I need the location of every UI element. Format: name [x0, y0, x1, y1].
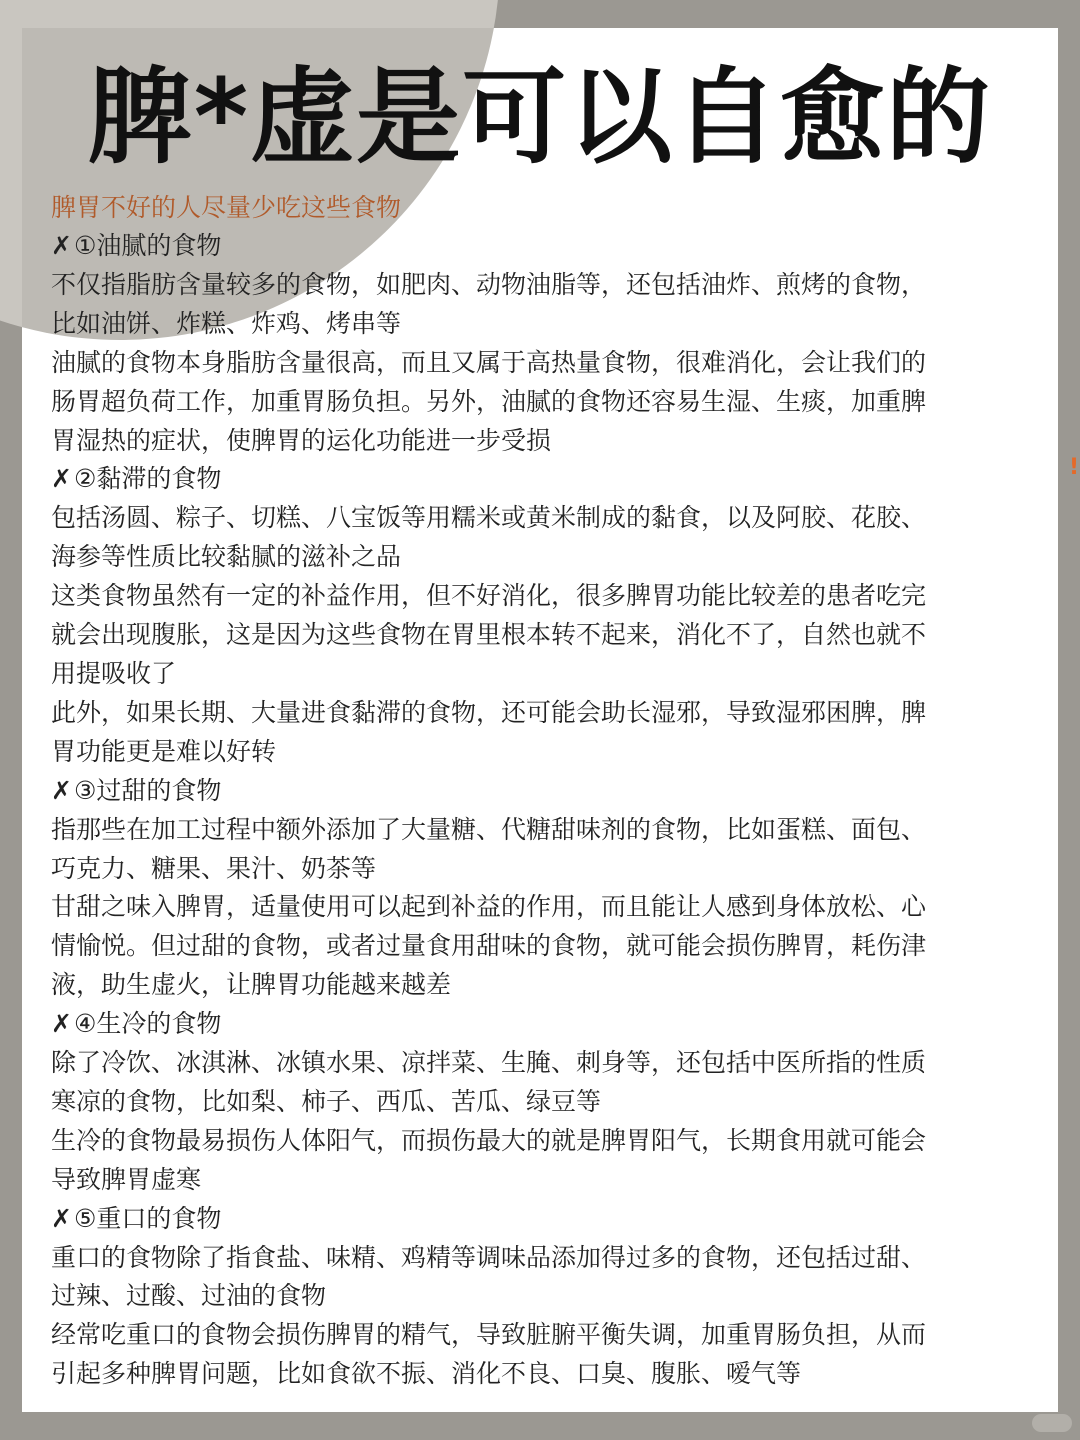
- cross-icon: ✗: [51, 1009, 72, 1039]
- paragraph-line: 油腻的食物本身脂肪含量很高，而且又属于高热量食物，很难消化，会让我们的: [51, 347, 927, 377]
- paragraph-line: 除了冷饮、冰淇淋、冰镇水果、凉拌菜、生腌、刺身等，还包括中医所指的性质: [51, 1048, 927, 1078]
- paragraph-line: 这类食物虽然有一定的补益作用，但不好消化，很多脾胃功能比较差的患者吃完: [51, 581, 927, 611]
- section-heading: ✗④生冷的食物: [51, 1009, 222, 1039]
- paragraph-line: 导致脾胃虚寒: [51, 1164, 202, 1194]
- content-card: [22, 28, 1058, 1412]
- cross-icon: ✗: [51, 775, 72, 805]
- section-heading: ✗⑤重口的食物: [51, 1203, 222, 1233]
- paragraph-line: 经常吃重口的食物会损伤脾胃的精气，导致脏腑平衡失调，加重胃肠负担，从而: [51, 1320, 927, 1350]
- paragraph-line: 就会出现腹胀，这是因为这些食物在胃里根本转不起来，消化不了，自然也就不: [51, 620, 927, 650]
- watermark-badge: [1032, 1414, 1072, 1432]
- cross-icon: ✗: [51, 464, 72, 494]
- paragraph-line: 胃功能更是难以好转: [51, 736, 277, 766]
- cross-icon: ✗: [51, 1203, 72, 1233]
- paragraph-line: 重口的食物除了指食盐、味精、鸡精等调味品添加得过多的食物，还包括过甜、: [51, 1242, 927, 1272]
- section-heading: ✗②黏滞的食物: [51, 464, 222, 494]
- paragraph-line: 引起多种脾胃问题，比如食欲不振、消化不良、口臭、腹胀、嗳气等: [51, 1359, 802, 1389]
- paragraph-line: 不仅指脂肪含量较多的食物，如肥肉、动物油脂等，还包括油炸、煎烤的食物，: [51, 269, 927, 299]
- subtitle: 脾胃不好的人尽量少吃这些食物: [51, 193, 402, 222]
- paragraph-line: 比如油饼、炸糕、炸鸡、烤串等: [51, 308, 402, 338]
- cross-icon: ✗: [51, 231, 72, 260]
- paragraph-line: 用提吸收了: [51, 658, 177, 688]
- paragraph-line: 胃湿热的症状，使脾胃的运化功能进一步受损: [51, 425, 552, 455]
- exclamation-icon: !: [1069, 455, 1080, 480]
- paragraph-line: 巧克力、糖果、果汁、奶茶等: [51, 853, 377, 883]
- paragraph-line: 过辣、过酸、过油的食物: [51, 1281, 327, 1311]
- paragraph-line: 情愉悦。但过甜的食物，或者过量食用甜味的食物，就可能会损伤脾胃，耗伤津: [51, 931, 927, 961]
- page-title: 脾*虚是可以自愈的: [87, 56, 993, 178]
- paragraph-line: 肠胃超负荷工作，加重胃肠负担。另外，油腻的食物还容易生湿、生痰，加重脾: [51, 386, 927, 416]
- paragraph-line: 生冷的食物最易损伤人体阳气，而损伤最大的就是脾胃阳气，长期食用就可能会: [51, 1125, 927, 1155]
- paragraph-line: 寒凉的食物，比如梨、柿子、西瓜、苦瓜、绿豆等: [51, 1086, 602, 1116]
- paragraph-line: 包括汤圆、粽子、切糕、八宝饭等用糯米或黄米制成的黏食，以及阿胶、花胶、: [51, 503, 927, 533]
- article-body: [51, 188, 1031, 1394]
- paragraph-line: 海参等性质比较黏腻的滋补之品: [51, 542, 402, 572]
- paragraph-line: 此外，如果长期、大量进食黏滞的食物，还可能会助长湿邪，导致湿邪困脾，脾: [51, 697, 927, 727]
- section-heading: ✗①油腻的食物: [51, 231, 222, 260]
- paragraph-line: 液，助生虚火，让脾胃功能越来越差: [51, 970, 452, 1000]
- paragraph-line: 指那些在加工过程中额外添加了大量糖、代糖甜味剂的食物，比如蛋糕、面包、: [51, 814, 927, 844]
- section-heading: ✗③过甜的食物: [51, 775, 222, 805]
- paragraph-line: 甘甜之味入脾胃，适量使用可以起到补益的作用，而且能让人感到身体放松、心: [51, 892, 927, 922]
